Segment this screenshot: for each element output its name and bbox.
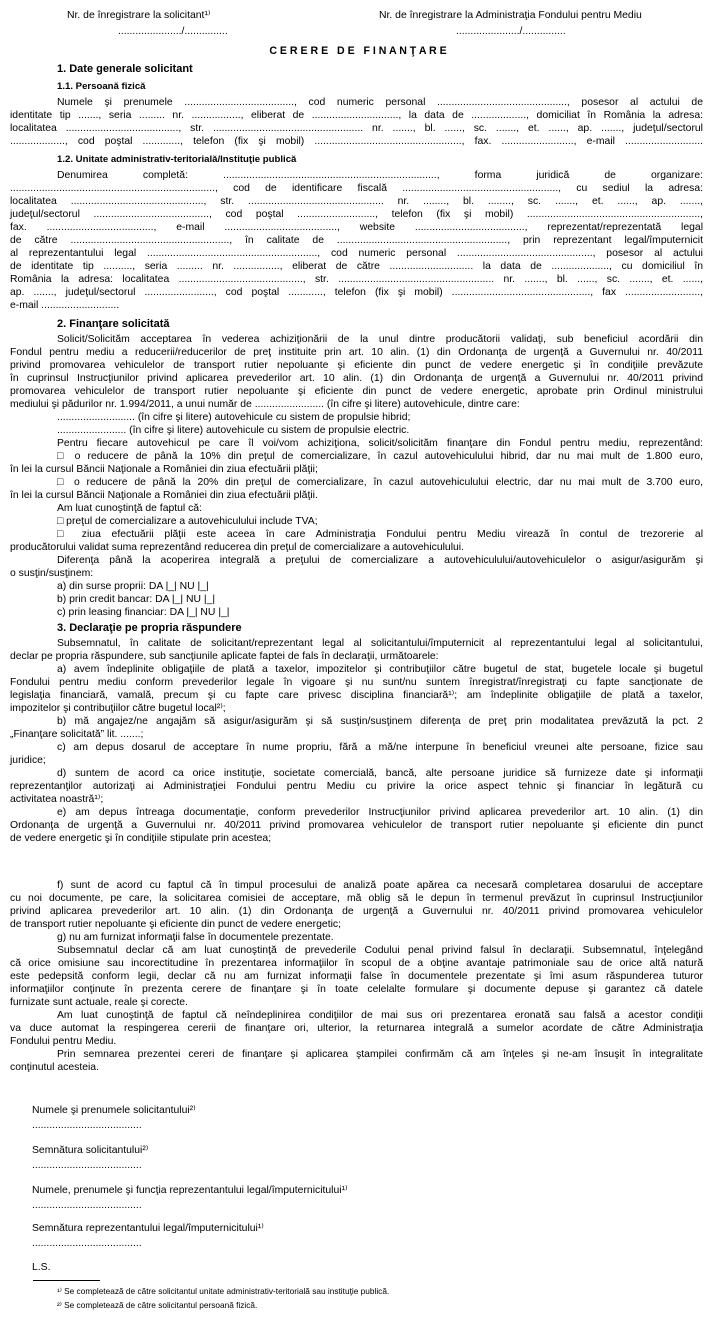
representative-signature-label: Semnătura reprezentantului legal/împuternicitului¹⁾ <box>32 1223 264 1234</box>
text-line: promovarea vehiculelor de transport rutier nepoluante şi eficiente din punct de vedere energetic, aprobate prin Ordinul ministrului <box>10 386 703 397</box>
text-line: Pentru fiecare autovehicul pe care îl voi/vom achiziţiona, solicit/solicităm finanţare din Fondul pentru mediu, reprezentând: <box>57 438 703 449</box>
applicant-signature-label: Semnătura solicitantului²⁾ <box>32 1145 149 1156</box>
text-line: Am luat cunoştinţă de faptul că neîndeplinirea condiţiilor de mai sus ori prezentarea eronată sau falsă a acestor condiţii <box>57 1010 703 1021</box>
section-3-heading: 3. Declaraţie pe propria răspundere <box>57 622 242 634</box>
text-line: Subsemnatul declar că am luat cunoştinţă de prevederile Codului penal privind falsul în declaraţii. Subsemnatul, înţelegând <box>57 945 703 956</box>
representative-signature-blank: ...................................... <box>32 1238 142 1249</box>
seal-placeholder: L.S. <box>32 1262 51 1273</box>
text-line: de vedere energetic şi în condiţiile stipulate prin acestea; <box>10 833 272 844</box>
text-line: Am luat cunoştinţă de faptul că: <box>57 503 202 514</box>
text-line: identitate tip ......., seria ......... nr. ................., eliberat de .............................., la data de ..................., domiciliat în România la adresa: <box>10 110 703 121</box>
text-line: producătorului validat suma reprezentând reducerea din preţul de comercializare a autovehiculului. <box>10 542 464 553</box>
text-line: privind promovarea vehiculelor de transport rutier nepoluante şi eficiente din punct de vedere energetic şi în condiţiile prevăzute <box>10 360 703 371</box>
text-line: legislaţia financiară, vamală, precum şi cu fapte care privesc disciplina financiară¹⁾; am îndeplinite obligaţiile de plată a taxelor, <box>10 690 703 701</box>
fund-registration-label: Nr. de înregistrare la Administraţia Fondului pentru Mediu <box>379 10 642 21</box>
text-line: Denumirea completă: .........................................................................., forma juridică de organizare: <box>57 170 703 181</box>
text-line: declar pe propria răspundere, sub sancţiunile aplicate faptei de fals în declaraţii, următoarele: <box>10 651 439 662</box>
text-line: România la adresa: localitatea ..........................................., str. ...................................................... nr. ......., bl. ......, sc. ......., et. ......, <box>10 274 703 285</box>
text-line: ......................................................................., cod de identificare fiscală ......................................................, cu sediul la adresa: <box>10 183 703 194</box>
text-line: conţinutul acesteia. <box>10 1062 99 1073</box>
text-line: este pedepsită conform legii, declar că nu am furnizat informaţii false în documentele prezentate şi îmi asum răspunderea tuturor <box>10 971 703 982</box>
text-line: e-mail ........................... <box>10 300 120 311</box>
bank-credit-option: b) prin credit bancar: DA |_| NU |_| <box>57 594 216 605</box>
text-line: Numele şi prenumele ......................................, cod numeric personal ............................................., posesor al actului de <box>57 97 703 108</box>
text-line: localitatea .............................................., str. ............................................... nr. ........, bl. ........, sc. ......., et. ......, ap. ......., <box>10 196 703 207</box>
text-line: localitatea ......................................., str. .................................................... nr. ......., bl. ......, sc. ......., et. ......, ap. ......., judeţul/sectorul <box>10 123 703 134</box>
text-line: de identitate tip .........., seria ......... nr. ................, eliberat de către ............................. la data de ...................., cu domiciliul în <box>10 261 703 272</box>
text-line: juridice; <box>10 755 46 766</box>
text-line: informaţiilor conţinute în prezenta cerere de finanţare şi în toate celelalte formulare şi documente depuse şi garantez că datele <box>10 984 703 995</box>
section-1-heading: 1. Date generale solicitant <box>57 63 193 75</box>
text-line: va duce automat la respingerea cererii de finanţare ori, ulterior, la returnarea integrală a sumelor acordate de către Administraţia <box>10 1023 703 1034</box>
text-line: d) suntem de acord ca orice instituţie, societate comercială, bancă, alte persoane juridice să furnizeze date şi informaţii <box>57 768 703 779</box>
text-line: „Finanţare solicitată” lit. .......; <box>10 729 144 740</box>
text-line: mediului şi pădurilor nr. 1.994/2011, a unui număr de ........................ (în cifre şi litere) autovehicule, dintre care: <box>10 399 520 410</box>
applicant-name-label: Numele şi prenumele solicitantului²⁾ <box>32 1105 196 1116</box>
text-line: cu noi documente, pe care, la solicitarea comisiei de acceptare, mă oblig să le depun în termenul prevăzut în cuprinsul Instrucţiunilor <box>10 893 703 904</box>
solicitant-registration-blank: ....................../............... <box>118 26 228 37</box>
section-1-1-heading: 1.1. Persoană fizică <box>57 81 146 92</box>
footnote-divider <box>33 1280 100 1281</box>
text-line: g) nu am furnizat informaţii false în documentele prezentate. <box>57 932 334 943</box>
representative-name-blank: ...................................... <box>32 1200 142 1211</box>
footnote-1: ¹⁾ Se completează de către solicitantul unitate administrativ-teritorială sau instituţie publică. <box>57 1286 390 1296</box>
text-line: b) mă angajez/ne angajăm să asigur/asigurăm şi să susţin/susţinem diferenţa de preţ prin modalitatea prevăzută la pct. 2 <box>57 716 703 727</box>
text-line: privind aplicarea prevederilor art. 10 alin. (1) din Ordonanţa de urgenţă a Guvernului nr. 40/2011 privind promovarea vehiculelor <box>10 906 703 917</box>
checkbox-option-hybrid: □ o reducere de până la 10% din preţul de comercializare, în cazul autovehiculului hibrid, dar nu mai mult de 1.800 euro, <box>57 451 703 462</box>
text-line: Subsemnatul, în calitate de solicitant/reprezentant legal al solicitantului/împuternicit al reprezentantului legal al solicitantului, <box>57 638 703 649</box>
text-line: reprezentanţilor autorizaţi ai Administraţiei Fondului pentru Mediu cu privire la orice aspect tehnic şi financiar în legătură cu <box>10 781 703 792</box>
footnote-2: ²⁾ Se completează de către solicitantul persoană fizică. <box>57 1300 258 1310</box>
text-line: de către ......................................................., în calitate de ..........................................................., prin reprezentant legal/împuternicit <box>10 235 703 246</box>
section-2-heading: 2. Finanţare solicitată <box>57 318 170 330</box>
applicant-name-blank: ...................................... <box>32 1120 142 1131</box>
leasing-option: c) prin leasing financiar: DA |_| NU |_| <box>57 607 230 618</box>
text-line: e) am depus întreaga documentaţie, conform prevederilor Instrucţiunilor privind aplicarea prevederilor art. 10 alin. (1) din <box>57 807 703 818</box>
checkbox-option-electric: □ o reducere de până la 20% din preţul de comercializare, în cazul autovehiculului electric, dar nu mai mult de 3.700 euro, <box>57 477 703 488</box>
own-sources-option: a) din surse proprii: DA |_| NU |_| <box>57 581 209 592</box>
fund-registration-blank: ....................../............... <box>456 26 566 37</box>
text-line: activitatea noastră¹⁾; <box>10 794 104 805</box>
checkbox-option-payment-day: □ ziua efectuării plăţii este aceea în care Administraţia Fondului pentru Mediu virează în contul de trezorerie al <box>57 529 703 540</box>
text-line: Prin semnarea prezentei cereri de finanţare şi aplicarea ştampilei confirmăm că am înţeles şi ne-am însuşit în integralitate <box>57 1049 703 1060</box>
text-line: în cuprinsul Instrucţiunilor privind aplicarea prevederilor art. 10 alin. (1) din Ordonanţa de urgenţă a Guvernului nr. 40/2011 privind <box>10 373 703 384</box>
applicant-signature-blank: ...................................... <box>32 1160 142 1171</box>
text-line: ........................... (în cifre şi litere) autovehicule cu sistem de propulsie hibrid; <box>57 412 411 423</box>
text-line: o susţin/susţinem: <box>10 568 94 579</box>
text-line: ..................., cod poştal ............., telefon (fix şi mobil) ..................................................., fax. ........................., e-mail ........................... <box>10 136 703 147</box>
text-line: f) sunt de acord cu faptul că în timpul procesului de analiză poate apărea ca necesară completarea dosarului de acceptare <box>57 880 703 891</box>
section-1-2-heading: 1.2. Unitate administrativ-teritorială/Instituţie publică <box>57 154 297 165</box>
text-line: Solicit/Solicităm acceptarea în vederea achiziţionării de la unul dintre producătorii validaţi, sub beneficiul acordării din <box>57 334 703 345</box>
document-title: C E R E R E D E F I N A N Ţ A R E <box>269 45 447 57</box>
text-line: Diferenţa până la acoperirea integrală a preţului de comercializare a autovehiculului/autovehiculelor o asigur/asigurăm şi <box>57 555 703 566</box>
text-line: a) avem îndeplinite obligaţiile de plată a taxelor, impozitelor şi contribuţiilor către bugetul de stat, bugetele locale şi bugetul <box>57 664 703 675</box>
text-line: impozitelor şi contribuţiilor către bugetul local²⁾; <box>10 703 226 714</box>
text-line: al reprezentantului legal ..........................................................., cod numeric personal ..............................................., posesor al actului <box>10 248 703 259</box>
text-line: de transport rutier nepoluante şi eficiente din punct de vedere energetic; <box>10 919 341 930</box>
text-line: judeţul/sectorul ........................................, cod poştal ..........................., telefon (fix şi mobil) ............................................................, <box>10 209 703 220</box>
text-line: fax. ....................................., e-mail ......................................., website ......................................, reprezentat/reprezentată legal <box>10 222 703 233</box>
text-line: Fondul pentru mediu a reducerii/reducerilor de preţ instituite prin art. 10 alin. (1) din Ordonanţa de urgenţă a Guvernului nr. 40/2011 <box>10 347 703 358</box>
text-line: ........................ (în cifre şi litere) autovehicule cu sistem de propulsie electric. <box>57 425 410 436</box>
representative-name-label: Numele, prenumele şi funcţia reprezentantului legal/împuternicitului¹⁾ <box>32 1185 348 1196</box>
checkbox-option-vat: □ preţul de comercializare a autovehiculului include TVA; <box>57 516 318 527</box>
text-line: în lei la cursul Băncii Naţionale a României din ziua efectuării plăţii. <box>10 490 318 501</box>
text-line: Fondului pentru mediu conform prevederilor legale în vigoare şi nu sunt/nu suntem înregistrat/înregistraţi cu fapte sancţionate de <box>10 677 703 688</box>
solicitant-registration-label: Nr. de înregistrare la solicitant¹⁾ <box>67 10 211 21</box>
text-line: că orice omisiune sau incorectitudine în prezentarea informaţiilor în scopul de a obţine avantaje patrimoniale sau de orice altă natură <box>10 958 703 969</box>
text-line: Fondului pentru Mediu. <box>10 1036 117 1047</box>
text-line: furnizate sunt actuale, reale şi corecte. <box>10 997 188 1008</box>
text-line: c) am depus dosarul de acceptare în nume propriu, fără a mă/ne interpune în beneficiul vreunei alte persoane, fizice sau <box>57 742 703 753</box>
text-line: Ordonanţa de urgenţă a Guvernului nr. 40/2011 privind promovarea vehiculelor de transport rutier nepoluante şi eficiente din punct <box>10 820 703 831</box>
text-line: ap. ......., judeţul/sectorul ........................, cod poştal ............, telefon (fix şi mobil) ................................................, fax .........................., <box>10 287 703 298</box>
text-line: în lei la cursul Băncii Naţionale a României din ziua efectuării plăţii; <box>10 464 318 475</box>
